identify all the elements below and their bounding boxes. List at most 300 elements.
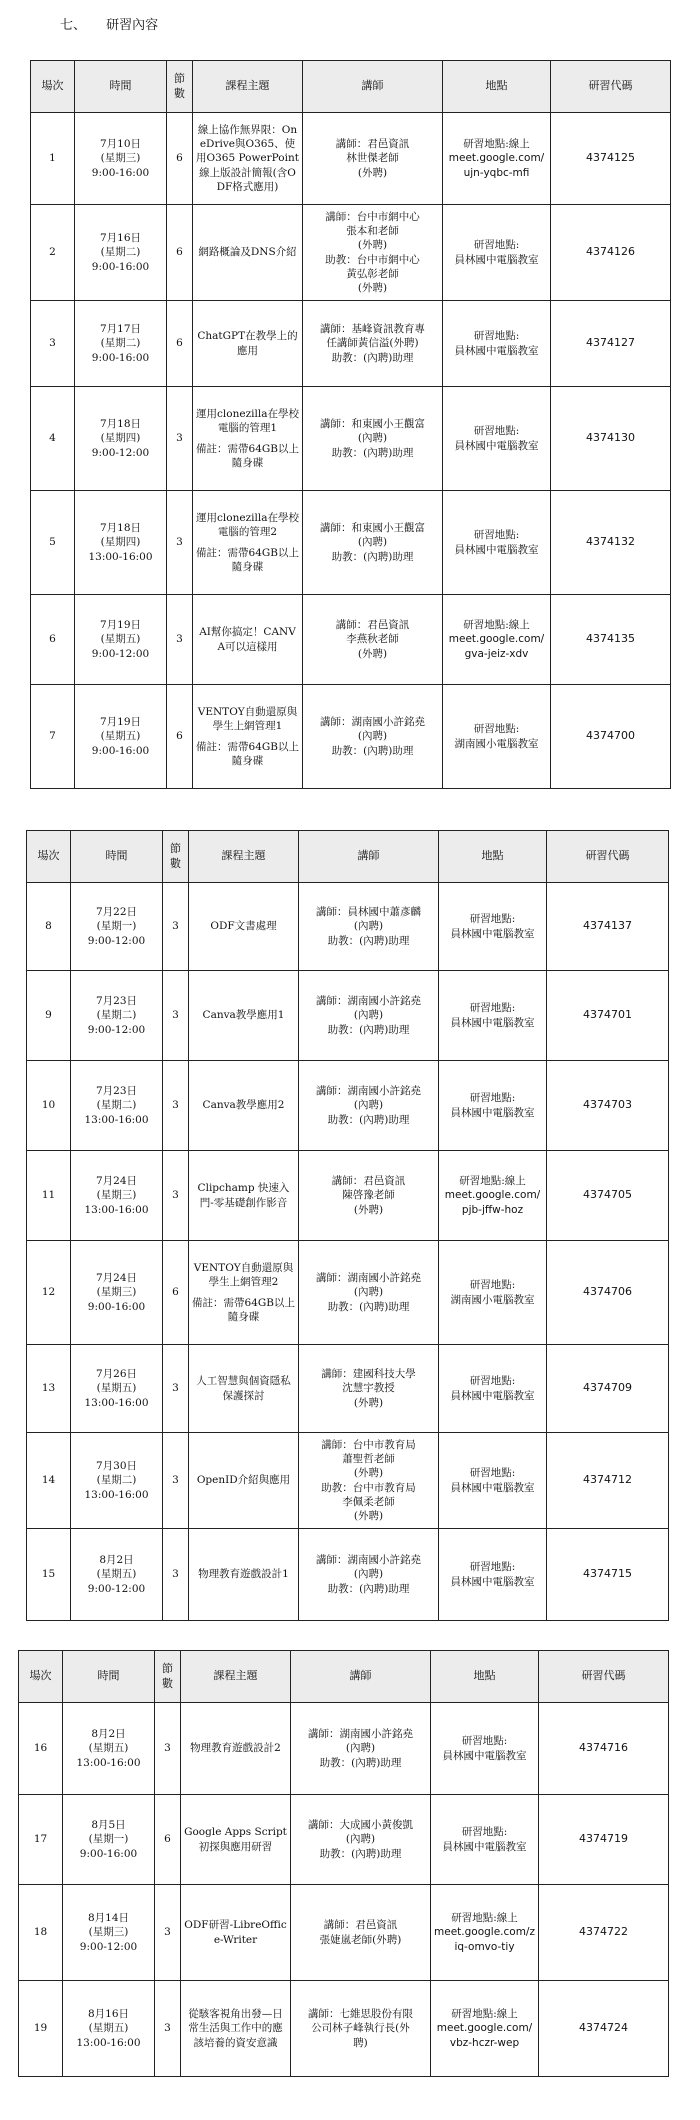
lecturer-line: (外聘) [353,1509,384,1522]
lecturer-line: 講師：君邑資訊 [335,138,410,151]
session-date: 7月24日 [95,1175,138,1188]
location [443,301,551,387]
location-label: 研習地點: [469,1092,516,1105]
session-time: 9:00-16:00 [91,260,150,273]
lecturer-line: 講師：君邑資訊 [323,1919,398,1932]
meeting-link[interactable]: meet.google.com/pjb-jffw-hoz [444,1189,541,1216]
session-weekday: (星期四) [100,432,141,445]
column-header: 研習代碼 [551,61,671,113]
session-time: 13:00-16:00 [76,2036,141,2049]
lecturer-line: (外聘) [353,1396,384,1409]
lecturer-line: 講師：七維思股份有限 [308,2008,413,2021]
schedule-table-2 [26,830,669,1621]
section-heading [60,14,174,33]
lecturer-line: 助教：(內聘)助理 [327,1300,410,1313]
course-topic-text: ODF研習-LibreOffice-Writer [184,1919,287,1946]
session-time [71,1345,163,1433]
table-row [27,971,669,1061]
course-note: 備註：需帶64GB以上隨身碟 [196,740,299,767]
column-header: 研習代碼 [539,1651,669,1703]
course-topic-text: VENTOY自動還原與學生上網管理2 [193,1262,294,1289]
lecturer-line: (內聘) [357,730,388,743]
column-header: 講師 [299,831,439,883]
lecturer [303,113,443,205]
table-row [27,1241,669,1345]
workshop-code: 4374716 [539,1703,669,1795]
workshop-code: 4374701 [547,971,669,1061]
course-topic [189,1529,299,1621]
location-label: 研習地點:線上 [451,1912,518,1925]
workshop-code: 4374719 [539,1795,669,1885]
workshop-code: 4374709 [547,1345,669,1433]
column-header: 研習代碼 [547,831,669,883]
lecturer [303,685,443,789]
column-header: 時間 [75,61,167,113]
location-room: 員林國中電腦教室 [450,927,535,940]
session-hours: 3 [155,1703,181,1795]
meeting-link[interactable]: meet.google.com/gva-jeiz-xdv [448,633,545,660]
lecturer-line: 講師：湖南國小許銘堯 [320,716,425,729]
lecturer [299,1433,439,1529]
session-time: 13:00-16:00 [76,1756,141,1769]
location-room: 員林國中電腦教室 [450,1481,535,1494]
location [443,205,551,301]
workshop-code: 4374126 [551,205,671,301]
session-hours: 3 [167,387,193,491]
location-label: 研習地點: [469,1561,516,1574]
table-row [31,301,671,387]
location-room: 員林國中電腦教室 [450,1389,535,1402]
section-title: 研習內容 [106,18,159,33]
location-room: 湖南國小電腦教室 [454,737,539,750]
session-number: 3 [31,301,75,387]
lecturer [291,1981,431,2077]
session-hours: 3 [163,1529,189,1621]
course-topic [193,205,303,301]
session-time: 9:00-16:00 [91,744,150,757]
session-date: 7月22日 [95,906,138,919]
lecturer-line: (內聘) [345,1833,376,1846]
lecturer-line: 李佩柔老師 [342,1495,395,1508]
session-number: 12 [27,1241,71,1345]
course-topic [193,301,303,387]
column-header: 場次 [19,1651,63,1703]
session-number: 8 [27,883,71,971]
course-topic [181,1885,291,1981]
lecturer-line: 助教：(內聘)助理 [331,446,414,459]
lecturer-line: 講師：大成國小黃俊凱 [308,1819,413,1832]
location-room: 員林國中電腦教室 [450,1575,535,1588]
session-weekday: (星期五) [96,1382,137,1395]
location-room: 湖南國小電腦教室 [450,1293,535,1306]
location-label: 研習地點: [473,239,520,252]
course-topic [181,1703,291,1795]
table-row [31,113,671,205]
session-time [75,595,167,685]
session-time [71,1151,163,1241]
column-header: 課程主題 [189,831,299,883]
table-row [27,1061,669,1151]
lecturer [299,883,439,971]
workshop-code: 4374137 [547,883,669,971]
session-number: 11 [27,1151,71,1241]
lecturer-line: 助教：(內聘)助理 [327,1023,410,1036]
course-topic [189,1241,299,1345]
lecturer [291,1703,431,1795]
session-time: 13:00-16:00 [84,1396,149,1409]
location-room: 員林國中電腦教室 [442,1840,527,1853]
session-number: 4 [31,387,75,491]
lecturer-line: 助教：(內聘)助理 [319,1847,402,1860]
session-time: 13:00-16:00 [84,1113,149,1126]
location-label: 研習地點: [469,1467,516,1480]
course-topic [189,1061,299,1151]
course-topic-text: 從駭客視角出發—日常生活與工作中的應該培養的資安意識 [188,2008,283,2049]
session-date: 7月17日 [99,323,142,336]
lecturer-line: (內聘) [353,1286,384,1299]
session-date: 7月24日 [95,1272,138,1285]
course-topic-text: Google Apps Script 初探與應用研習 [184,1826,287,1853]
lecturer-line: (外聘) [353,1467,384,1480]
column-header: 課程主題 [181,1651,291,1703]
lecturer-line: (內聘) [353,1568,384,1581]
session-weekday: (星期五) [100,730,141,743]
course-topic [181,1795,291,1885]
session-hours: 6 [167,685,193,789]
column-header: 場次 [31,61,75,113]
session-time [75,685,167,789]
column-header: 節數 [167,61,193,113]
course-topic-text: 線上協作無界限：OneDrive與O365、使用O365 PowerPoint線上版設計簡報(含ODF格式應用) [196,124,299,193]
workshop-code: 4374706 [547,1241,669,1345]
session-hours: 3 [167,491,193,595]
lecturer-line: 助教：(內聘)助理 [331,550,414,563]
session-weekday: (星期五) [88,2022,129,2035]
location-label: 研習地點: [469,1002,516,1015]
workshop-code: 4374712 [547,1433,669,1529]
lecturer-line: 黃弘彰老師 [346,267,399,280]
lecturer-line: 蕭聖哲老師 [342,1453,395,1466]
session-date: 7月23日 [95,995,138,1008]
session-hours: 6 [163,1241,189,1345]
session-date: 8月2日 [91,1728,126,1741]
session-hours: 3 [163,1151,189,1241]
meeting-link[interactable]: meet.google.com/ziq-omvo-tiy [434,1926,535,1953]
table-header-row [19,1651,669,1703]
workshop-code: 4374132 [551,491,671,595]
session-hours: 6 [155,1795,181,1885]
course-topic-text: Canva教學應用2 [202,1099,285,1112]
session-date: 7月19日 [99,716,142,729]
session-hours: 3 [163,971,189,1061]
location-room: 員林國中電腦教室 [450,1016,535,1029]
session-hours: 3 [163,883,189,971]
location [439,883,547,971]
table-row [31,491,671,595]
course-topic [193,387,303,491]
schedule-table-3 [18,1650,669,2077]
session-date: 8月16日 [87,2008,130,2021]
column-header: 講師 [303,61,443,113]
location-label: 研習地點:線上 [463,138,530,151]
lecturer [303,301,443,387]
session-time [71,1061,163,1151]
session-date: 7月26日 [95,1368,138,1381]
location-label: 研習地點:線上 [451,2008,518,2021]
session-number: 10 [27,1061,71,1151]
session-time [63,1885,155,1981]
lecturer-line: (內聘) [353,1009,384,1022]
lecturer-line: 助教：(內聘)助理 [331,744,414,757]
session-time [63,1981,155,2077]
table-row [19,1795,669,1885]
location [431,1981,539,2077]
lecturer [299,1345,439,1433]
lecturer-line: 助教：台中市網中心 [325,253,420,266]
lecturer-line: (外聘) [357,239,388,252]
session-date: 7月18日 [99,418,142,431]
session-hours: 3 [155,1981,181,2077]
table-header-row [31,61,671,113]
meeting-link[interactable]: meet.google.com/vbz-hczr-wep [436,2022,533,2049]
location-label: 研習地點: [461,1735,508,1748]
lecturer [303,491,443,595]
course-topic-text: 運用clonezilla在學校電腦的管理2 [196,512,299,539]
column-header: 課程主題 [193,61,303,113]
meeting-link[interactable]: meet.google.com/ujn-yqbc-mfi [448,152,545,179]
session-time [71,1433,163,1529]
session-weekday: (星期二) [96,1474,137,1487]
table-row [27,1433,669,1529]
session-time: 9:00-12:00 [87,1582,146,1595]
location [431,1885,539,1981]
lecturer [299,1151,439,1241]
session-time [63,1795,155,1885]
session-hours: 3 [163,1433,189,1529]
session-number: 16 [19,1703,63,1795]
location-label: 研習地點:線上 [463,619,530,632]
session-date: 7月10日 [99,138,142,151]
session-time [75,113,167,205]
schedule-table-1 [30,60,671,789]
course-topic [193,113,303,205]
course-topic-text: 運用clonezilla在學校電腦的管理1 [196,408,299,435]
session-time [75,491,167,595]
lecturer-line: 張本和老師 [346,225,399,238]
location [439,1345,547,1433]
location [443,491,551,595]
session-number: 9 [27,971,71,1061]
session-weekday: (星期一) [88,1833,129,1846]
workshop-code: 4374135 [551,595,671,685]
session-number: 6 [31,595,75,685]
column-header: 地點 [443,61,551,113]
session-number: 19 [19,1981,63,2077]
course-note: 備註：需帶64GB以上隨身碟 [192,1296,295,1323]
lecturer [299,1061,439,1151]
session-time [63,1703,155,1795]
course-topic [189,1151,299,1241]
session-weekday: (星期一) [96,920,137,933]
location [431,1703,539,1795]
session-weekday: (星期二) [96,1009,137,1022]
location-label: 研習地點:線上 [459,1175,526,1188]
workshop-code: 4374703 [547,1061,669,1151]
session-time [75,387,167,491]
course-topic-text: 人工智慧與個資隱私保護探討 [196,1375,291,1402]
session-time: 9:00-12:00 [87,1023,146,1036]
session-time [71,971,163,1061]
course-topic [193,685,303,789]
session-weekday: (星期五) [96,1568,137,1581]
course-topic-text: Canva教學應用1 [202,1009,285,1022]
location [439,1061,547,1151]
lecturer-line: 講師：台中市教育局 [321,1438,416,1451]
lecturer-line: (內聘) [345,1742,376,1755]
location-room: 員林國中電腦教室 [454,439,539,452]
session-number: 2 [31,205,75,301]
workshop-code: 4374125 [551,113,671,205]
lecturer-line: (外聘) [353,1203,384,1216]
location-room: 員林國中電腦教室 [450,1106,535,1119]
table-row [27,883,669,971]
lecturer-line: 陳啓豫老師 [342,1189,395,1202]
lecturer-line: 講師：員林國中蕭彥麟 [316,906,421,919]
column-header: 場次 [27,831,71,883]
lecturer-line: (外聘) [357,281,388,294]
session-time [75,205,167,301]
lecturer-line: (內聘) [353,1099,384,1112]
section-number: 七、 [60,18,87,33]
course-topic-text: AI幫你搞定！CANVA可以這樣用 [199,626,296,653]
lecturer-line: 講師：和東國小王觀富 [320,522,425,535]
column-header: 地點 [439,831,547,883]
location-label: 研習地點: [469,1375,516,1388]
lecturer-line: 助教：(內聘)助理 [327,1113,410,1126]
column-header: 講師 [291,1651,431,1703]
session-date: 8月2日 [99,1554,134,1567]
location [443,595,551,685]
session-time: 9:00-12:00 [91,647,150,660]
session-number: 7 [31,685,75,789]
session-weekday: (星期四) [100,536,141,549]
session-number: 17 [19,1795,63,1885]
location-room: 員林國中電腦教室 [454,543,539,556]
table-row [27,1345,669,1433]
lecturer-line: 講師：湖南國小許銘堯 [316,995,421,1008]
lecturer-line: 講師：湖南國小許銘堯 [316,1554,421,1567]
lecturer-line: 助教：(內聘)助理 [331,351,414,364]
lecturer-line: (內聘) [357,536,388,549]
session-time: 13:00-16:00 [84,1488,149,1501]
lecturer [291,1795,431,1885]
location-label: 研習地點: [473,529,520,542]
lecturer-line: 助教：(內聘)助理 [327,1582,410,1595]
session-date: 8月5日 [91,1819,126,1832]
session-weekday: (星期三) [88,1926,129,1939]
session-hours: 6 [167,301,193,387]
session-date: 7月16日 [99,232,142,245]
workshop-code: 4374705 [547,1151,669,1241]
column-header: 地點 [431,1651,539,1703]
course-topic-text: 物理教育遊戲設計2 [190,1742,281,1755]
table-row [19,1885,669,1981]
session-date: 7月30日 [95,1460,138,1473]
workshop-code: 4374127 [551,301,671,387]
session-date: 8月14日 [87,1912,130,1925]
column-header: 時間 [71,831,163,883]
lecturer [303,595,443,685]
course-note: 備註：需帶64GB以上隨身碟 [196,546,299,573]
session-number: 15 [27,1529,71,1621]
lecturer [303,387,443,491]
table-row [31,387,671,491]
workshop-code: 4374715 [547,1529,669,1621]
session-weekday: (星期二) [100,337,141,350]
lecturer-line: 公司林子峰執行長(外 [311,2022,410,2035]
column-header: 時間 [63,1651,155,1703]
location [439,1241,547,1345]
lecturer-line: 張婕嵐老師(外聘) [319,1933,402,1946]
session-number: 1 [31,113,75,205]
course-topic [189,1345,299,1433]
location-label: 研習地點: [473,723,520,736]
course-note: 備註：需帶64GB以上隨身碟 [196,442,299,469]
course-topic-text: 物理教育遊戲設計1 [198,1568,289,1581]
course-topic-text: 網路概論及DNS介紹 [198,246,297,259]
session-time: 9:00-16:00 [91,166,150,179]
session-time: 13:00-16:00 [88,550,153,563]
session-time: 9:00-16:00 [87,1300,146,1313]
session-number: 14 [27,1433,71,1529]
session-date: 7月19日 [99,619,142,632]
location-label: 研習地點: [473,425,520,438]
course-topic [193,595,303,685]
session-number: 13 [27,1345,71,1433]
session-date: 7月18日 [99,522,142,535]
course-topic [189,883,299,971]
workshop-code: 4374722 [539,1885,669,1981]
session-weekday: (星期五) [88,1742,129,1755]
session-time [71,1529,163,1621]
course-topic-text: VENTOY自動還原與學生上網管理1 [197,706,298,733]
lecturer-line: 講師：君邑資訊 [331,1175,406,1188]
session-weekday: (星期三) [96,1189,137,1202]
lecturer [291,1885,431,1981]
table-row [31,595,671,685]
table-header-row [27,831,669,883]
lecturer-line: 講師：湖南國小許銘堯 [316,1085,421,1098]
location-room: 員林國中電腦教室 [442,1749,527,1762]
lecturer-line: (外聘) [357,166,388,179]
course-topic [181,1981,291,2077]
course-topic [189,971,299,1061]
session-weekday: (星期三) [100,152,141,165]
location [439,1151,547,1241]
lecturer-line: 講師：湖南國小許銘堯 [308,1728,413,1741]
location [443,113,551,205]
location-label: 研習地點: [461,1826,508,1839]
table-row [27,1529,669,1621]
session-number: 18 [19,1885,63,1981]
location [431,1795,539,1885]
course-topic [189,1433,299,1529]
table-row [19,1703,669,1795]
course-topic-text: Clipchamp 快速入門-零基礎創作影音 [197,1182,290,1209]
lecturer-line: (內聘) [353,920,384,933]
location-label: 研習地點: [469,1279,516,1292]
session-hours: 3 [167,595,193,685]
